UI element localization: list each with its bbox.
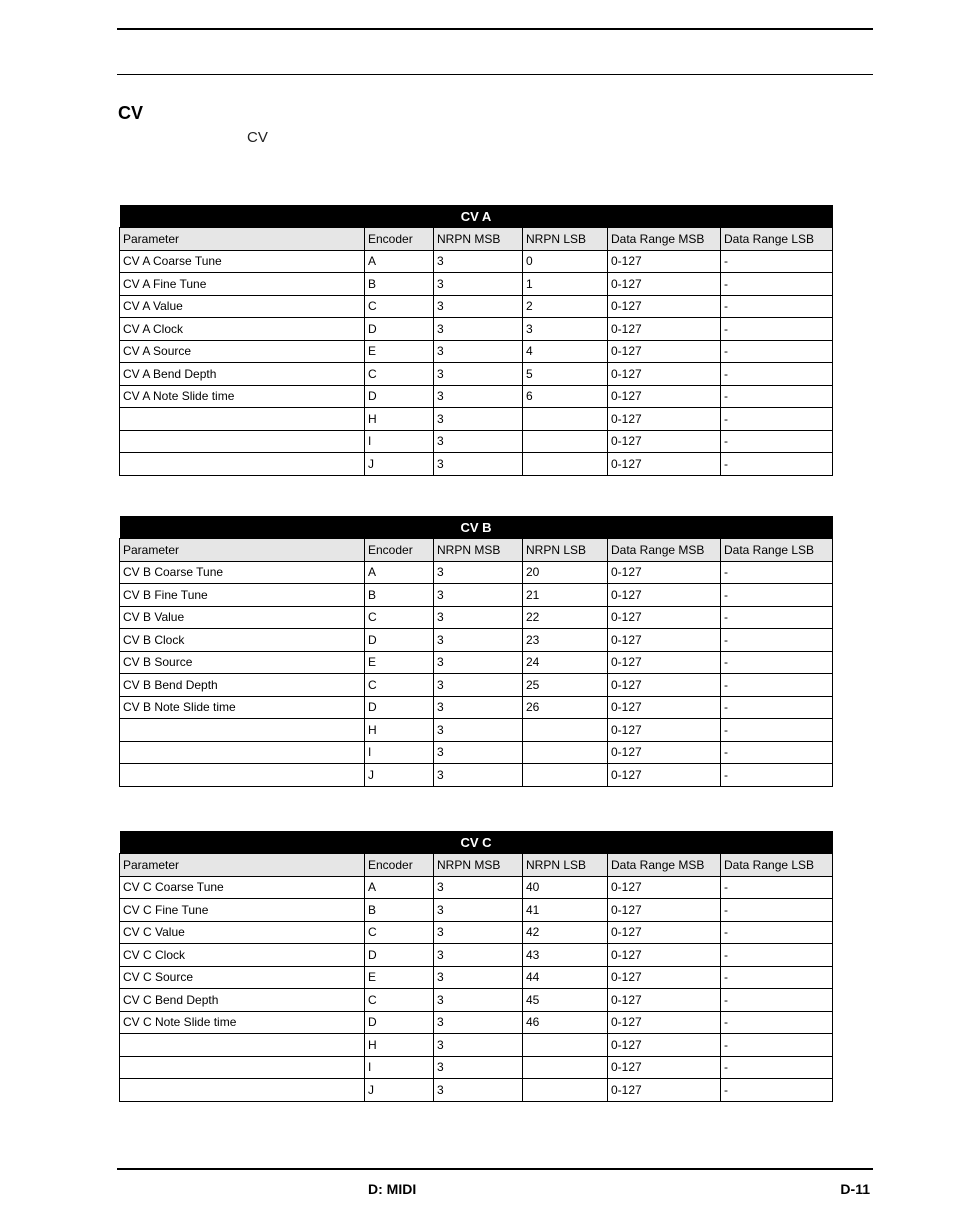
table-cell: 41	[523, 899, 608, 922]
table-cell: 0-127	[608, 876, 721, 899]
table-row	[120, 273, 833, 296]
table-row	[120, 741, 833, 764]
table-cell: B	[365, 273, 434, 296]
table-cell: -	[721, 584, 833, 607]
column-header-row	[120, 539, 833, 562]
table-cell: -	[721, 764, 833, 787]
table-cell: -	[721, 318, 833, 341]
table-cell: 0-127	[608, 629, 721, 652]
table-cell	[120, 430, 365, 453]
table-cell: 0-127	[608, 1079, 721, 1102]
table-cell: 0-127	[608, 561, 721, 584]
table-cell: D	[365, 696, 434, 719]
table-cell	[120, 1034, 365, 1057]
table-cell: -	[721, 408, 833, 431]
table-cell: 3	[434, 629, 523, 652]
column-header: Data Range MSB	[608, 854, 721, 877]
column-header: NRPN MSB	[434, 539, 523, 562]
table-cell: 3	[434, 921, 523, 944]
table-cell	[120, 408, 365, 431]
table-title: CV B	[120, 516, 833, 539]
table-cell: 3	[434, 741, 523, 764]
table-cell: 3	[434, 584, 523, 607]
table-cell: 0-127	[608, 1034, 721, 1057]
table-cell: 44	[523, 966, 608, 989]
table-row	[120, 318, 833, 341]
table-cell: 26	[523, 696, 608, 719]
table-cell: E	[365, 966, 434, 989]
table-cell: E	[365, 651, 434, 674]
table-cell: -	[721, 674, 833, 697]
table-cell: -	[721, 1056, 833, 1079]
table-cell: 3	[434, 453, 523, 476]
table-cell: -	[721, 1011, 833, 1034]
table-cell: CV C Clock	[120, 944, 365, 967]
table-cell: 43	[523, 944, 608, 967]
table-cell: C	[365, 295, 434, 318]
table-cell: H	[365, 1034, 434, 1057]
table-row	[120, 921, 833, 944]
table-cell: CV A Bend Depth	[120, 363, 365, 386]
table-cell: 0-127	[608, 385, 721, 408]
table-cell: -	[721, 273, 833, 296]
table-cell: 0-127	[608, 430, 721, 453]
table-cell: 0-127	[608, 719, 721, 742]
table-cell: 3	[434, 674, 523, 697]
table-cell: 22	[523, 606, 608, 629]
table-row	[120, 944, 833, 967]
column-header: Data Range LSB	[721, 228, 833, 251]
table-cell: C	[365, 989, 434, 1012]
table-cell: 0-127	[608, 318, 721, 341]
table-cell: -	[721, 250, 833, 273]
page-number: D-11	[840, 1181, 870, 1197]
table-cell: CV A Clock	[120, 318, 365, 341]
table-cell: -	[721, 741, 833, 764]
table-cell: 3	[434, 651, 523, 674]
table-cell: I	[365, 1056, 434, 1079]
table-row	[120, 250, 833, 273]
table-row	[120, 385, 833, 408]
table-cell: 4	[523, 340, 608, 363]
column-header: NRPN LSB	[523, 539, 608, 562]
table-row	[120, 1034, 833, 1057]
table-cell: CV C Bend Depth	[120, 989, 365, 1012]
table-row	[120, 764, 833, 787]
table-cell: -	[721, 340, 833, 363]
table-cell	[120, 741, 365, 764]
table-cell: 3	[434, 430, 523, 453]
table-cell: 0-127	[608, 273, 721, 296]
table-cell: 3	[434, 876, 523, 899]
table-cell: CV A Coarse Tune	[120, 250, 365, 273]
table-cell: 0-127	[608, 340, 721, 363]
table-cell: D	[365, 318, 434, 341]
table-cell: 0-127	[608, 944, 721, 967]
column-header: Data Range MSB	[608, 539, 721, 562]
column-header: NRPN MSB	[434, 854, 523, 877]
table-cell: I	[365, 430, 434, 453]
table-cell: 0-127	[608, 741, 721, 764]
table-cell: E	[365, 340, 434, 363]
table-cell: 3	[434, 719, 523, 742]
table-cell	[523, 764, 608, 787]
table-title: CV A	[120, 205, 833, 228]
table-cell: 3	[434, 606, 523, 629]
table-cell	[523, 1034, 608, 1057]
table-cell: 3	[434, 385, 523, 408]
table-row	[120, 1056, 833, 1079]
column-header: NRPN LSB	[523, 854, 608, 877]
table-row	[120, 899, 833, 922]
table-cell: 0-127	[608, 363, 721, 386]
table-cell: -	[721, 606, 833, 629]
column-header-row	[120, 228, 833, 251]
table-cell: 25	[523, 674, 608, 697]
footer-chapter: D: MIDI	[368, 1181, 417, 1197]
table-cell: -	[721, 696, 833, 719]
table-row	[120, 629, 833, 652]
table-row	[120, 966, 833, 989]
table-cell: 0-127	[608, 1011, 721, 1034]
table-cell: 0-127	[608, 696, 721, 719]
column-header: NRPN LSB	[523, 228, 608, 251]
table-cell	[120, 453, 365, 476]
table-cell: 0-127	[608, 1056, 721, 1079]
table-cell	[523, 1079, 608, 1102]
table-cell: -	[721, 876, 833, 899]
table-cell	[523, 719, 608, 742]
table-row	[120, 719, 833, 742]
table-cell: 0-127	[608, 250, 721, 273]
table-cell	[120, 1056, 365, 1079]
table-cell: 0-127	[608, 674, 721, 697]
table-cell	[120, 1079, 365, 1102]
table-cell: CV A Fine Tune	[120, 273, 365, 296]
table-cell: A	[365, 250, 434, 273]
table-cell: 23	[523, 629, 608, 652]
column-header: Encoder	[365, 539, 434, 562]
table-cell: C	[365, 921, 434, 944]
table-cell: 3	[434, 696, 523, 719]
table-cell: CV C Fine Tune	[120, 899, 365, 922]
table-cell: A	[365, 561, 434, 584]
table-cell: H	[365, 408, 434, 431]
table-cell: CV A Value	[120, 295, 365, 318]
column-header: Data Range LSB	[721, 854, 833, 877]
table-row	[120, 651, 833, 674]
footer-rule	[117, 1168, 873, 1170]
table-cell: CV C Value	[120, 921, 365, 944]
table-cell: -	[721, 453, 833, 476]
table-cell: 20	[523, 561, 608, 584]
table-cell: C	[365, 674, 434, 697]
table-cell: CV B Fine Tune	[120, 584, 365, 607]
table-row	[120, 295, 833, 318]
column-header: Data Range LSB	[721, 539, 833, 562]
cv-b-table	[119, 516, 833, 787]
table-cell: 46	[523, 1011, 608, 1034]
table-cell: CV C Coarse Tune	[120, 876, 365, 899]
table-cell: -	[721, 966, 833, 989]
table-row	[120, 408, 833, 431]
section-subtitle: CV	[247, 129, 268, 146]
table-cell: 21	[523, 584, 608, 607]
table-cell: D	[365, 385, 434, 408]
table-row	[120, 606, 833, 629]
table-row	[120, 430, 833, 453]
table-row	[120, 584, 833, 607]
table-cell: J	[365, 1079, 434, 1102]
table-cell	[120, 764, 365, 787]
table-cell: 3	[434, 273, 523, 296]
table-cell: J	[365, 764, 434, 787]
table-cell: 40	[523, 876, 608, 899]
table-cell: 0-127	[608, 966, 721, 989]
table-cell: 6	[523, 385, 608, 408]
table-cell: CV B Bend Depth	[120, 674, 365, 697]
table-cell: J	[365, 453, 434, 476]
table-cell: 3	[434, 561, 523, 584]
column-header: Parameter	[120, 854, 365, 877]
table-cell: 0-127	[608, 408, 721, 431]
table-cell: D	[365, 944, 434, 967]
table-cell: -	[721, 1079, 833, 1102]
column-header: Parameter	[120, 228, 365, 251]
table-cell: -	[721, 921, 833, 944]
table-cell: CV C Source	[120, 966, 365, 989]
table-cell: CV B Clock	[120, 629, 365, 652]
table-cell: -	[721, 719, 833, 742]
table-cell: H	[365, 719, 434, 742]
table-cell	[523, 741, 608, 764]
table-cell: 0-127	[608, 651, 721, 674]
header-rule-secondary	[117, 74, 873, 75]
table-cell: D	[365, 1011, 434, 1034]
column-header: Data Range MSB	[608, 228, 721, 251]
table-cell: 24	[523, 651, 608, 674]
table-cell: 0-127	[608, 606, 721, 629]
table-row	[120, 696, 833, 719]
table-cell: CV A Note Slide time	[120, 385, 365, 408]
table-cell: C	[365, 606, 434, 629]
table-cell: 0-127	[608, 453, 721, 476]
section-title: CV	[118, 103, 144, 123]
table-cell: -	[721, 629, 833, 652]
table-cell: 3	[434, 408, 523, 431]
table-row	[120, 363, 833, 386]
table-row	[120, 561, 833, 584]
cv-c-table	[119, 831, 833, 1102]
table-cell	[523, 430, 608, 453]
table-cell: 3	[434, 318, 523, 341]
table-cell: 42	[523, 921, 608, 944]
table-cell: -	[721, 989, 833, 1012]
table-cell: B	[365, 584, 434, 607]
column-header: NRPN MSB	[434, 228, 523, 251]
table-cell: I	[365, 741, 434, 764]
table-row	[120, 453, 833, 476]
table-cell: -	[721, 651, 833, 674]
table-cell: 3	[434, 764, 523, 787]
table-row	[120, 340, 833, 363]
table-cell: D	[365, 629, 434, 652]
table-cell: 5	[523, 363, 608, 386]
table-row	[120, 989, 833, 1012]
table-cell: 3	[434, 989, 523, 1012]
table-cell: CV B Coarse Tune	[120, 561, 365, 584]
table-cell: 3	[434, 340, 523, 363]
column-header: Parameter	[120, 539, 365, 562]
table-cell: 3	[434, 1034, 523, 1057]
table-cell: 3	[434, 966, 523, 989]
table-cell: 3	[434, 944, 523, 967]
table-row	[120, 674, 833, 697]
table-cell: 0-127	[608, 764, 721, 787]
column-header: Encoder	[365, 228, 434, 251]
table-cell: 0	[523, 250, 608, 273]
table-cell: -	[721, 1034, 833, 1057]
table-cell: 3	[523, 318, 608, 341]
table-cell: A	[365, 876, 434, 899]
table-cell	[523, 453, 608, 476]
table-row	[120, 876, 833, 899]
table-cell: -	[721, 899, 833, 922]
header-rule	[117, 28, 873, 30]
table-cell: -	[721, 561, 833, 584]
table-row	[120, 1011, 833, 1034]
table-cell	[523, 1056, 608, 1079]
table-cell: CV B Value	[120, 606, 365, 629]
table-cell	[120, 719, 365, 742]
table-cell: -	[721, 944, 833, 967]
table-cell	[523, 408, 608, 431]
table-cell: 3	[434, 250, 523, 273]
table-row	[120, 1079, 833, 1102]
table-title: CV C	[120, 831, 833, 854]
table-cell: 0-127	[608, 989, 721, 1012]
table-cell: 3	[434, 295, 523, 318]
table-cell: 3	[434, 1079, 523, 1102]
table-cell: -	[721, 430, 833, 453]
table-cell: 2	[523, 295, 608, 318]
table-cell: 0-127	[608, 584, 721, 607]
table-cell: 45	[523, 989, 608, 1012]
table-cell: 3	[434, 1011, 523, 1034]
table-cell: 0-127	[608, 295, 721, 318]
table-cell: CV B Source	[120, 651, 365, 674]
column-header-row	[120, 854, 833, 877]
table-cell: 3	[434, 899, 523, 922]
table-cell: 0-127	[608, 921, 721, 944]
table-cell: CV C Note Slide time	[120, 1011, 365, 1034]
table-cell: 1	[523, 273, 608, 296]
table-cell: -	[721, 295, 833, 318]
table-cell: B	[365, 899, 434, 922]
table-cell: -	[721, 363, 833, 386]
table-cell: -	[721, 385, 833, 408]
cv-a-table	[119, 205, 833, 476]
table-cell: 0-127	[608, 899, 721, 922]
table-cell: CV B Note Slide time	[120, 696, 365, 719]
table-cell: C	[365, 363, 434, 386]
table-cell: 3	[434, 1056, 523, 1079]
table-cell: 3	[434, 363, 523, 386]
column-header: Encoder	[365, 854, 434, 877]
table-cell: CV A Source	[120, 340, 365, 363]
